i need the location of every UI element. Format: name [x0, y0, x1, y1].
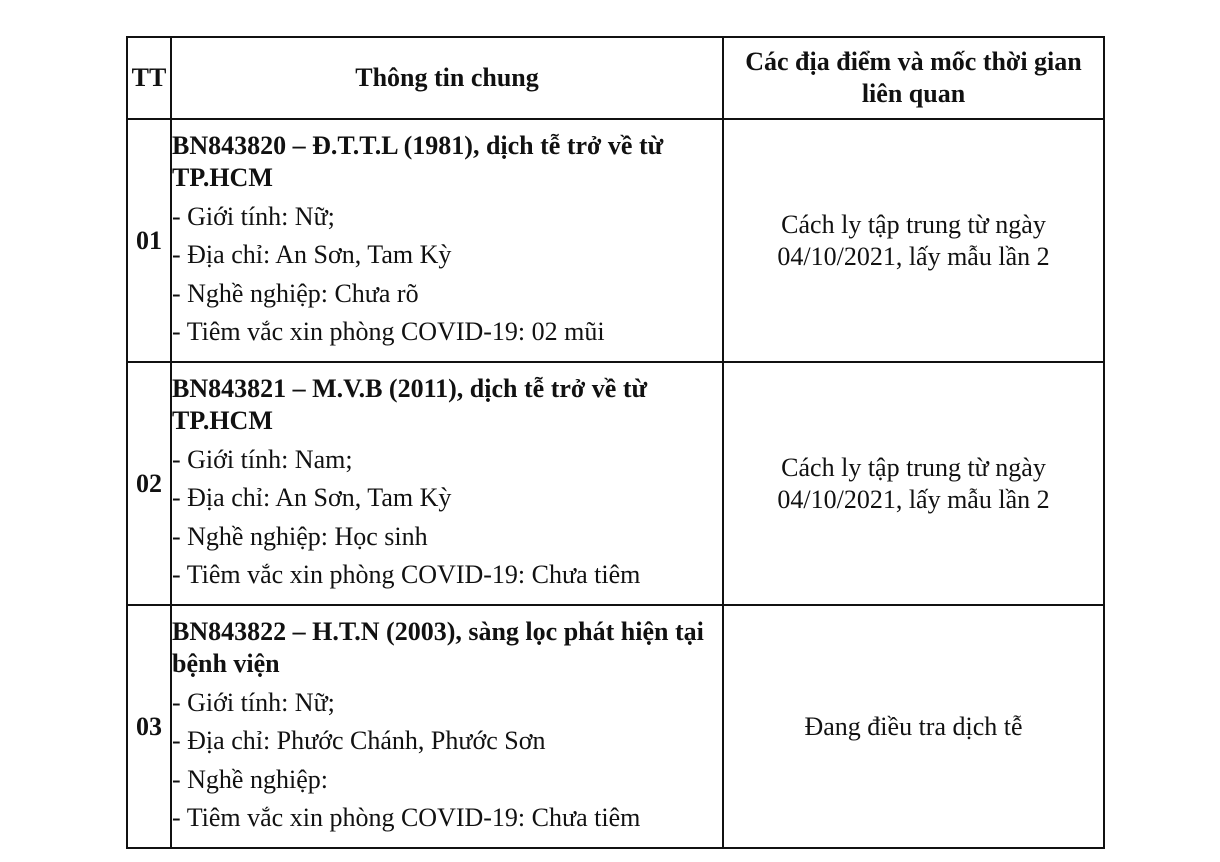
case-vaccine: - Tiêm vắc xin phòng COVID-19: Chưa tiêm — [172, 803, 641, 832]
case-job: - Nghề nghiệp: Chưa rõ — [172, 278, 419, 308]
table-row — [127, 119, 1104, 362]
case-vaccine: - Tiêm vắc xin phòng COVID-19: 02 mũi — [172, 317, 605, 346]
case-address: - Địa chỉ: An Sơn, Tam Kỳ — [172, 240, 452, 269]
case-number: 03 — [127, 605, 171, 848]
case-timeline: Cách ly tập trung từ ngày 04/10/2021, lấy mẫu lần 2 — [723, 362, 1104, 605]
case-vaccine: - Tiêm vắc xin phòng COVID-19: Chưa tiêm — [172, 560, 641, 589]
table-row — [127, 605, 1104, 848]
table-row — [127, 362, 1104, 605]
case-gender: - Giới tính: Nữ; — [172, 687, 335, 717]
case-info — [171, 119, 723, 362]
header-time: Các địa điểm và mốc thời gian liên quan — [723, 37, 1104, 119]
case-timeline: Cách ly tập trung từ ngày 04/10/2021, lấy mẫu lần 2 — [723, 119, 1104, 362]
case-gender: - Giới tính: Nữ; — [172, 201, 335, 231]
case-info — [171, 362, 723, 605]
case-title: BN843822 – H.T.N (2003), sàng lọc phát hiện tại bệnh viện — [172, 616, 704, 678]
case-gender: - Giới tính: Nam; — [172, 444, 353, 474]
case-table — [126, 36, 1105, 849]
case-info — [171, 605, 723, 848]
case-address: - Địa chỉ: Phước Chánh, Phước Sơn — [172, 726, 546, 755]
header-row — [127, 37, 1104, 119]
case-number: 01 — [127, 119, 171, 362]
case-job: - Nghề nghiệp: — [172, 764, 328, 794]
header-info: Thông tin chung — [171, 37, 723, 119]
case-title: BN843821 – M.V.B (2011), dịch tễ trở về từ TP.HCM — [172, 373, 648, 435]
case-title: BN843820 – Đ.T.T.L (1981), dịch tễ trở về từ TP.HCM — [172, 130, 664, 192]
header-tt: TT — [127, 37, 171, 119]
case-address: - Địa chỉ: An Sơn, Tam Kỳ — [172, 483, 452, 512]
case-job: - Nghề nghiệp: Học sinh — [172, 521, 428, 551]
case-number: 02 — [127, 362, 171, 605]
case-timeline: Đang điều tra dịch tễ — [723, 605, 1104, 848]
